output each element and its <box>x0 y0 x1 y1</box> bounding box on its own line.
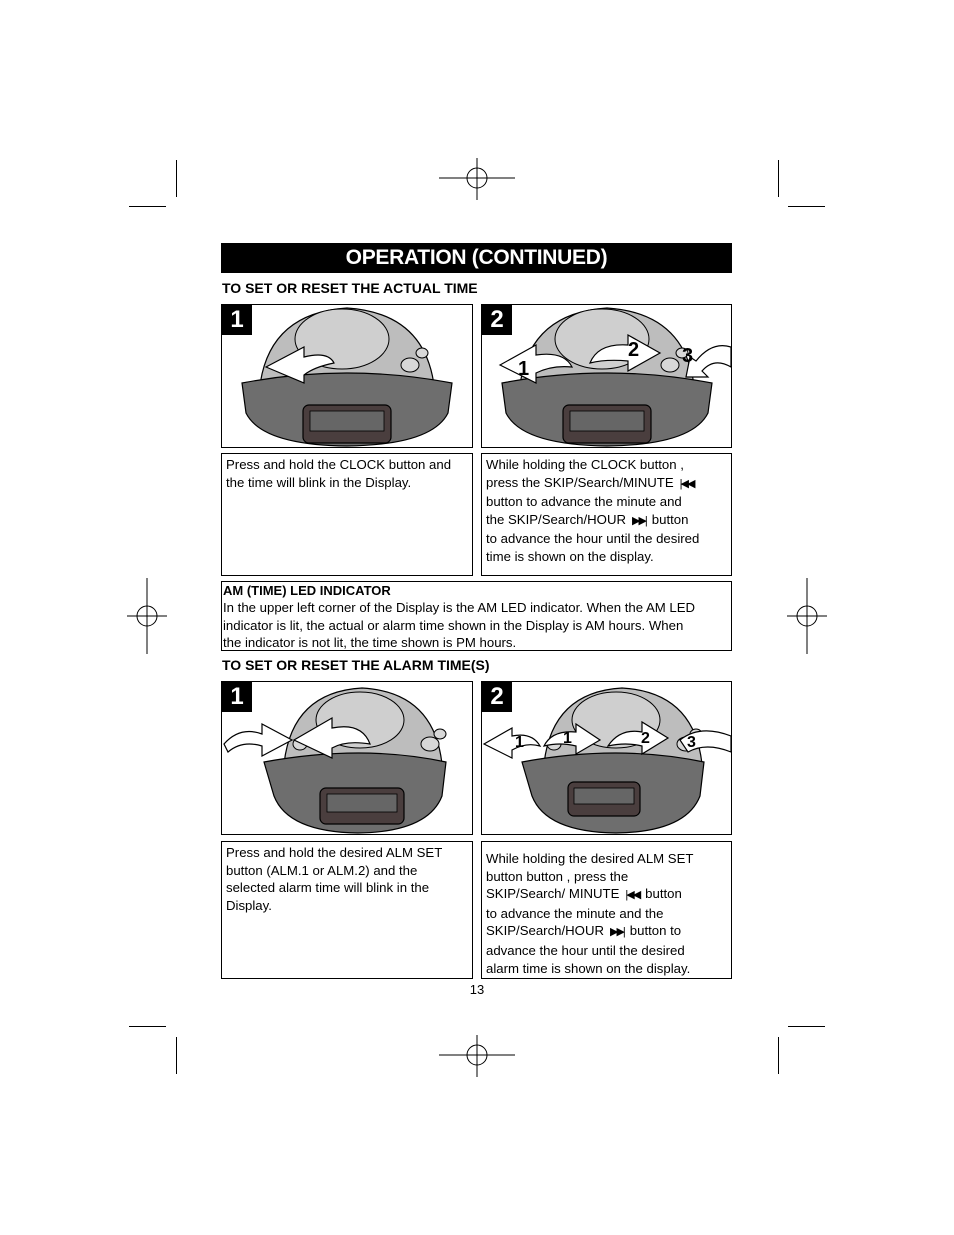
crop-mark <box>129 206 166 207</box>
callout-label: 2 <box>641 730 650 747</box>
instruction-text: SKIP/Search/ MINUTE <box>486 886 620 902</box>
registration-mark-icon <box>439 1035 515 1077</box>
clock-radio-illustration <box>222 682 472 834</box>
instruction-line <box>486 511 727 531</box>
instruction-line <box>486 474 727 494</box>
page-number: 13 <box>469 982 485 997</box>
instruction-line: the time will blink in the Display. <box>226 474 412 490</box>
instruction-line <box>486 922 727 942</box>
step-number-badge: 2 <box>482 682 512 712</box>
step-number-badge: 1 <box>222 305 252 335</box>
instruction-line: While holding the CLOCK button , <box>486 457 684 472</box>
step-number-badge: 2 <box>482 305 512 335</box>
crop-mark <box>788 206 825 207</box>
illustration-alarm-time-step-1 <box>221 681 473 835</box>
instruction-line: button to advance the minute and <box>486 494 682 510</box>
am-led-indicator-title: AM (TIME) LED INDICATOR <box>223 583 391 598</box>
crop-mark <box>176 1037 177 1074</box>
instruction-text: button <box>645 886 682 902</box>
callout-label: 2 <box>628 339 640 361</box>
crop-mark <box>788 1026 825 1027</box>
skip-back-icon: |◀◀ <box>625 889 640 902</box>
section-heading-actual-time: TO SET OR RESET THE ACTUAL TIME <box>222 280 478 296</box>
instruction-line: alarm time is shown on the display. <box>486 960 691 976</box>
callout-label: 3 <box>682 345 694 367</box>
instruction-line: to advance the hour until the desired <box>486 531 700 547</box>
illustration-alarm-time-step-2 <box>481 681 732 835</box>
step-number-badge: 1 <box>222 682 252 712</box>
instruction-line: button button , press the <box>486 868 629 884</box>
illustration-actual-time-step-2 <box>481 304 732 448</box>
instruction-actual-time-step-2 <box>481 453 732 576</box>
skip-forward-icon: ▶▶| <box>610 926 624 939</box>
note-line: indicator is lit, the actual or alarm time shown in the Display is AM hours. When <box>223 617 684 633</box>
instruction-line: selected alarm time will blink in the <box>226 880 430 896</box>
instruction-line: Press and hold the desired ALM SET <box>226 845 443 860</box>
instruction-text: button <box>651 511 689 527</box>
instruction-line: time is shown on the display. <box>486 548 654 564</box>
am-led-indicator-note <box>221 581 732 651</box>
callout-label: 1 <box>518 358 530 380</box>
skip-back-icon: |◀◀ <box>679 477 694 490</box>
registration-mark-icon <box>127 578 167 654</box>
instruction-line: While holding the desired ALM SET <box>486 851 694 866</box>
instruction-text: button to <box>629 923 682 939</box>
skip-forward-icon: ▶▶| <box>632 514 646 527</box>
instruction-line: button (ALM.1 or ALM.2) and the <box>226 862 418 878</box>
instruction-line: Press and hold the CLOCK button and <box>226 457 452 472</box>
instruction-line: advance the hour until the desired <box>486 942 685 958</box>
instruction-text: SKIP/Search/HOUR <box>486 923 604 939</box>
callout-label: 1 <box>563 730 572 747</box>
note-line: In the upper left corner of the Display is the AM LED indicator. When the AM LED <box>223 600 696 616</box>
illustration-actual-time-step-1 <box>221 304 473 448</box>
clock-radio-illustration <box>482 682 731 834</box>
crop-mark <box>778 1037 779 1074</box>
registration-mark-icon <box>439 158 515 200</box>
instruction-alarm-time-step-2 <box>481 841 732 979</box>
instruction-line: to advance the minute and the <box>486 905 664 921</box>
instruction-line: Display. <box>226 897 272 913</box>
instruction-text: press the SKIP/Search/MINUTE <box>486 474 674 490</box>
instruction-line <box>486 885 727 905</box>
registration-mark-icon <box>787 578 827 654</box>
instruction-alarm-time-step-1 <box>221 841 473 979</box>
crop-mark <box>778 160 779 197</box>
section-heading-alarm-time: TO SET OR RESET THE ALARM TIME(S) <box>222 657 490 673</box>
callout-label: 1 <box>515 734 524 751</box>
clock-radio-illustration <box>222 305 472 447</box>
instruction-actual-time-step-1 <box>221 453 473 576</box>
page-title: OPERATION (CONTINUED) <box>221 243 732 273</box>
crop-mark <box>176 160 177 197</box>
crop-mark <box>129 1026 166 1027</box>
instruction-text: the SKIP/Search/HOUR <box>486 511 626 527</box>
clock-radio-illustration <box>482 305 731 447</box>
callout-label: 3 <box>687 734 696 751</box>
note-line: the indicator is not lit, the time shown is PM hours. <box>223 635 517 651</box>
